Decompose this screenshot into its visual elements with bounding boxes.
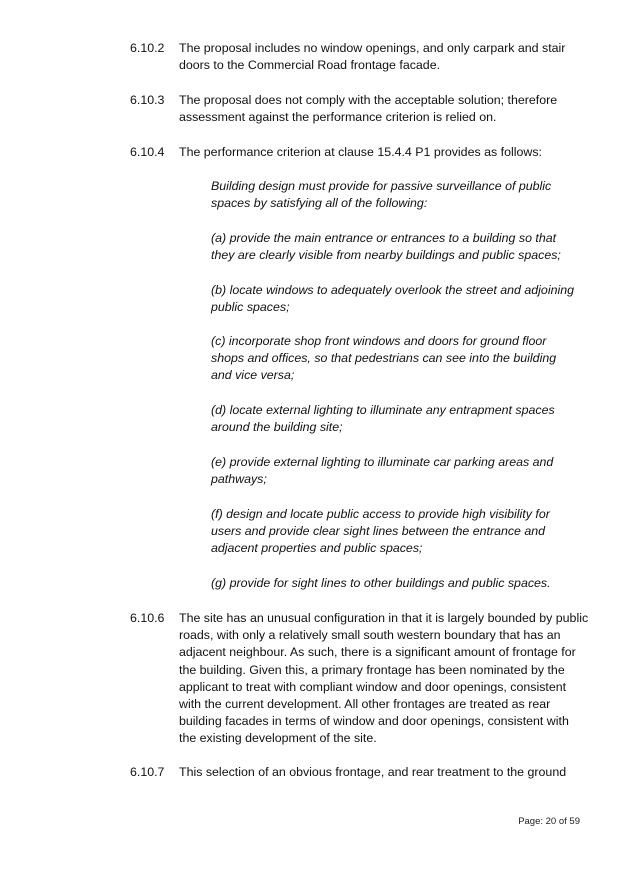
clause-number: 6.10.6 [130, 611, 165, 625]
quote-line: public spaces; [211, 300, 290, 315]
quote-line: (b) locate windows to adequately overlook the street and adjoining [211, 283, 574, 297]
clause-number: 6.10.7 [130, 765, 165, 779]
clause-text [179, 92, 557, 126]
clause-text [179, 144, 542, 161]
page-number: Page: 20 of 59 [518, 816, 580, 827]
quote-line: around the building site; [211, 420, 343, 435]
quote-line: Building design must provide for passive surveillance of public [211, 179, 552, 193]
quote-item-b [211, 282, 611, 316]
clause-number: 6.10.4 [130, 145, 165, 159]
quote-line: adjacent properties and public spaces; [211, 541, 423, 556]
text-line: roads, with only a relatively small south western boundary that has an [179, 628, 561, 643]
quote-line: pathways; [211, 472, 267, 487]
quote-item-f [211, 506, 611, 558]
clause-text [179, 40, 565, 74]
text-line: The proposal includes no window openings, and only carpark and stair [179, 41, 566, 55]
text-line: The performance criterion at clause 15.4.4 P1 provides as follows: [179, 145, 542, 159]
text-line: The site has an unusual configuration in that it is largely bounded by public [179, 611, 589, 625]
quote-line: (f) design and locate public access to provide high visibility for [211, 507, 550, 521]
text-line: The proposal does not comply with the acceptable solution; therefore [179, 93, 558, 107]
text-line: This selection of an obvious frontage, and rear treatment to the ground [179, 765, 567, 779]
text-line: with the current development. All other frontages are treated as rear [179, 697, 551, 712]
quote-item-g [211, 575, 611, 592]
text-line: assessment against the performance criterion is relied on. [179, 110, 497, 125]
quote-line: (g) provide for sight lines to other buildings and public spaces. [211, 576, 551, 590]
clause-text [179, 610, 588, 748]
quote-line: users and provide clear sight lines between the entrance and [211, 524, 546, 539]
quote-line: (d) locate external lighting to illuminate any entrapment spaces [211, 403, 555, 417]
quote-item-a [211, 230, 611, 264]
text-line: building facades in terms of window and door openings, consistent with [179, 714, 569, 729]
quote-line: (e) provide external lighting to illuminate car parking areas and [211, 455, 554, 469]
quote-item-e [211, 454, 611, 488]
quote-line: spaces by satisfying all of the following: [211, 196, 428, 211]
quote-line: and vice versa; [211, 368, 295, 383]
quote-line: (a) provide the main entrance or entrances to a building so that [211, 231, 557, 245]
clause-number: 6.10.3 [130, 93, 165, 107]
text-line: the existing development of the site. [179, 731, 377, 746]
quote-item-d [211, 402, 611, 436]
text-line: the building. Given this, a primary frontage has been nominated by the [179, 662, 565, 677]
text-line: adjacent neighbour. As such, there is a significant amount of frontage for [179, 645, 576, 660]
clause-number: 6.10.2 [130, 41, 165, 55]
text-line: doors to the Commercial Road frontage facade. [179, 58, 441, 73]
quote-item-c [211, 333, 611, 385]
clause-text [179, 764, 566, 781]
quote-line: they are clearly visible from nearby buildings and public spaces; [211, 248, 561, 263]
quote-line: (c) incorporate shop front windows and doors for ground floor [211, 334, 547, 348]
text-line: applicant to treat with compliant window and door openings, consistent [179, 679, 567, 694]
quote-intro [211, 178, 611, 212]
quote-line: shops and offices, so that pedestrians can see into the building [211, 351, 557, 366]
